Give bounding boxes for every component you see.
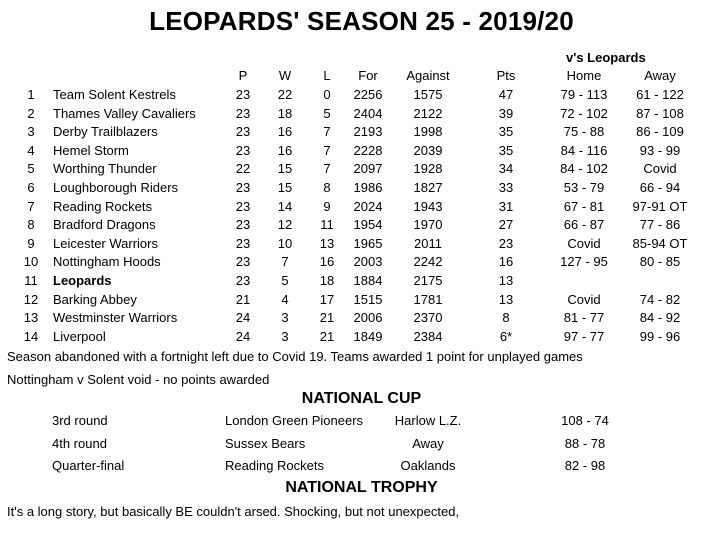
- table-cell-home: 84 - 116: [560, 143, 608, 158]
- table-cell-away: 85-94 OT: [632, 236, 688, 251]
- table-cell-p: 23: [235, 199, 251, 214]
- table-cell-home: 127 - 95: [560, 254, 608, 269]
- cup-round: Quarter-final: [52, 458, 125, 473]
- table-cell-against: 2122: [413, 106, 443, 121]
- table-position: 9: [27, 236, 35, 251]
- table-cell-for: 2256: [353, 87, 383, 102]
- table-position: 1: [27, 87, 35, 102]
- column-header-away: Away: [644, 68, 676, 83]
- table-cell-pts: 35: [498, 124, 514, 139]
- table-cell-against: 1928: [413, 161, 443, 176]
- table-cell-l: 18: [319, 273, 335, 288]
- table-cell-pts: 33: [498, 180, 514, 195]
- table-cell-for: 2228: [353, 143, 383, 158]
- table-cell-home: Covid: [567, 236, 601, 251]
- table-cell-l: 13: [319, 236, 335, 251]
- table-cell-home: 53 - 79: [563, 180, 605, 195]
- table-cell-pts: 47: [498, 87, 514, 102]
- table-cell-against: 1998: [413, 124, 443, 139]
- cup-score: 108 - 74: [561, 413, 609, 428]
- table-cell-l: 11: [320, 217, 334, 232]
- table-cell-l: 5: [323, 106, 331, 121]
- table-cell-p: 23: [235, 273, 251, 288]
- table-cell-away: 93 - 99: [639, 143, 681, 158]
- note-abandoned: Season abandoned with a fortnight left due to Covid 19. Teams awarded 1 point for unplayed games: [7, 349, 583, 364]
- table-cell-against: 2011: [414, 236, 442, 251]
- table-cell-l: 0: [323, 87, 331, 102]
- cup-opponent: London Green Pioneers: [225, 413, 364, 428]
- table-cell-against: 1575: [413, 87, 443, 102]
- table-cell-for: 2006: [353, 310, 383, 325]
- table-cell-against: 1827: [413, 180, 443, 195]
- national-trophy-text: It's a long story, but basically BE couldn't arsed. Shocking, but not unexpected,: [7, 504, 460, 519]
- table-cell-for: 1986: [353, 180, 383, 195]
- table-team-name: Nottingham Hoods: [53, 254, 161, 269]
- table-team-name: Bradford Dragons: [53, 217, 156, 232]
- table-cell-pts: 8: [502, 310, 510, 325]
- column-header-for: For: [358, 68, 378, 83]
- table-position: 4: [27, 143, 35, 158]
- table-cell-against: 2039: [413, 143, 443, 158]
- table-cell-against: 2370: [413, 310, 443, 325]
- table-team-name: Thames Valley Cavaliers: [53, 106, 196, 121]
- table-cell-l: 21: [319, 310, 335, 325]
- cup-venue: Away: [412, 436, 444, 451]
- table-cell-l: 17: [319, 292, 335, 307]
- cup-score: 88 - 78: [564, 436, 606, 451]
- table-cell-w: 15: [277, 161, 293, 176]
- table-cell-home: 72 - 102: [560, 106, 608, 121]
- table-cell-against: 1781: [413, 292, 443, 307]
- table-cell-for: 2097: [353, 161, 383, 176]
- table-cell-home: 81 - 77: [563, 310, 605, 325]
- table-cell-pts: 13: [498, 273, 514, 288]
- table-team-name: Barking Abbey: [53, 292, 137, 307]
- table-cell-w: 12: [277, 217, 293, 232]
- table-cell-w: 7: [281, 254, 289, 269]
- table-cell-l: 7: [323, 143, 331, 158]
- table-cell-pts: 39: [498, 106, 514, 121]
- table-cell-away: 86 - 109: [636, 124, 684, 139]
- table-position: 5: [27, 161, 35, 176]
- table-position: 8: [27, 217, 35, 232]
- table-cell-for: 1515: [353, 292, 383, 307]
- table-cell-home: 66 - 87: [563, 217, 605, 232]
- table-position: 11: [24, 273, 38, 288]
- vs-leopards-header: v's Leopards: [566, 50, 646, 65]
- table-team-name: Worthing Thunder: [53, 161, 157, 176]
- table-position: 13: [23, 310, 39, 325]
- table-team-name: Leopards: [53, 273, 112, 288]
- table-cell-home: 97 - 77: [563, 329, 605, 344]
- table-cell-for: 1954: [353, 217, 383, 232]
- column-header-home: Home: [566, 68, 602, 83]
- table-cell-pts: 31: [498, 199, 514, 214]
- table-cell-w: 3: [281, 310, 289, 325]
- note-void: Nottingham v Solent void - no points awarded: [7, 372, 270, 387]
- national-trophy-heading: NATIONAL TROPHY: [285, 479, 438, 496]
- table-cell-pts: 16: [498, 254, 514, 269]
- column-header-l: L: [323, 68, 331, 83]
- table-cell-away: 84 - 92: [639, 310, 681, 325]
- table-cell-p: 21: [235, 292, 251, 307]
- table-cell-away: 97-91 OT: [632, 199, 688, 214]
- national-cup-heading: NATIONAL CUP: [301, 390, 422, 407]
- table-cell-home: 79 - 113: [560, 87, 608, 102]
- table-cell-p: 23: [235, 143, 251, 158]
- table-cell-w: 22: [277, 87, 293, 102]
- table-cell-p: 23: [235, 87, 251, 102]
- table-position: 14: [23, 329, 39, 344]
- table-position: 2: [27, 106, 35, 121]
- table-cell-away: 80 - 85: [639, 254, 681, 269]
- table-cell-home: Covid: [567, 292, 601, 307]
- table-cell-w: 16: [277, 143, 293, 158]
- table-cell-w: 10: [277, 236, 293, 251]
- table-position: 3: [27, 124, 35, 139]
- table-position: 6: [27, 180, 35, 195]
- table-cell-p: 23: [235, 254, 251, 269]
- table-cell-w: 16: [277, 124, 293, 139]
- table-cell-l: 9: [323, 199, 331, 214]
- table-position: 7: [27, 199, 35, 214]
- table-cell-away: 77 - 86: [639, 217, 681, 232]
- table-cell-w: 5: [281, 273, 289, 288]
- table-cell-home: 75 - 88: [563, 124, 605, 139]
- table-cell-w: 3: [281, 329, 289, 344]
- table-cell-away: 99 - 96: [639, 329, 681, 344]
- table-position: 10: [23, 254, 39, 269]
- table-cell-p: 24: [235, 329, 251, 344]
- table-cell-against: 2175: [413, 273, 443, 288]
- table-cell-for: 1884: [353, 273, 383, 288]
- table-team-name: Derby Trailblazers: [53, 124, 158, 139]
- column-header-p: P: [238, 68, 248, 83]
- table-cell-home: 84 - 102: [560, 161, 608, 176]
- table-cell-l: 21: [319, 329, 335, 344]
- cup-opponent: Reading Rockets: [225, 458, 324, 473]
- table-cell-w: 18: [277, 106, 293, 121]
- table-cell-p: 23: [235, 124, 251, 139]
- cup-venue: Harlow L.Z.: [394, 413, 462, 428]
- table-cell-for: 2024: [353, 199, 383, 214]
- cup-round: 3rd round: [52, 413, 108, 428]
- table-cell-l: 7: [323, 124, 331, 139]
- table-cell-away: 87 - 108: [636, 106, 684, 121]
- table-cell-against: 2384: [413, 329, 443, 344]
- table-cell-w: 15: [277, 180, 293, 195]
- table-cell-l: 8: [323, 180, 331, 195]
- table-team-name: Hemel Storm: [53, 143, 129, 158]
- table-cell-for: 1965: [353, 236, 383, 251]
- table-team-name: Team Solent Kestrels: [53, 87, 176, 102]
- table-cell-for: 2193: [353, 124, 383, 139]
- table-team-name: Loughborough Riders: [53, 180, 179, 195]
- table-cell-p: 23: [235, 236, 251, 251]
- table-cell-pts: 6*: [499, 329, 513, 344]
- table-cell-pts: 34: [498, 161, 514, 176]
- table-cell-p: 23: [235, 180, 251, 195]
- table-cell-p: 23: [235, 106, 251, 121]
- table-cell-against: 2242: [413, 254, 443, 269]
- table-cell-away: 74 - 82: [639, 292, 681, 307]
- table-cell-l: 16: [319, 254, 335, 269]
- column-header-w: W: [278, 68, 292, 83]
- table-cell-w: 14: [277, 199, 293, 214]
- table-cell-pts: 27: [498, 217, 514, 232]
- table-cell-p: 22: [235, 161, 251, 176]
- table-cell-away: 66 - 94: [639, 180, 681, 195]
- cup-opponent: Sussex Bears: [225, 436, 306, 451]
- table-team-name: Westminster Warriors: [53, 310, 178, 325]
- table-cell-w: 4: [281, 292, 289, 307]
- column-header-against: Against: [406, 68, 450, 83]
- cup-round: 4th round: [52, 436, 107, 451]
- table-cell-away: Covid: [643, 161, 677, 176]
- table-cell-home: 67 - 81: [563, 199, 605, 214]
- table-cell-against: 1943: [413, 199, 443, 214]
- table-cell-for: 2003: [353, 254, 383, 269]
- table-team-name: Leicester Warriors: [53, 236, 158, 251]
- table-cell-pts: 23: [498, 236, 514, 251]
- table-cell-p: 24: [235, 310, 251, 325]
- table-cell-pts: 13: [498, 292, 514, 307]
- page-title: LEOPARDS' SEASON 25 - 2019/20: [149, 6, 574, 36]
- table-team-name: Liverpool: [53, 329, 106, 344]
- table-cell-for: 2404: [353, 106, 383, 121]
- table-cell-for: 1849: [353, 329, 383, 344]
- table-position: 12: [23, 292, 39, 307]
- cup-score: 82 - 98: [564, 458, 606, 473]
- cup-venue: Oaklands: [400, 458, 456, 473]
- table-cell-l: 7: [323, 161, 331, 176]
- table-cell-away: 61 - 122: [636, 87, 684, 102]
- table-team-name: Reading Rockets: [53, 199, 152, 214]
- table-cell-pts: 35: [498, 143, 514, 158]
- column-header-pts: Pts: [496, 68, 516, 83]
- table-cell-p: 23: [235, 217, 251, 232]
- table-cell-against: 1970: [413, 217, 443, 232]
